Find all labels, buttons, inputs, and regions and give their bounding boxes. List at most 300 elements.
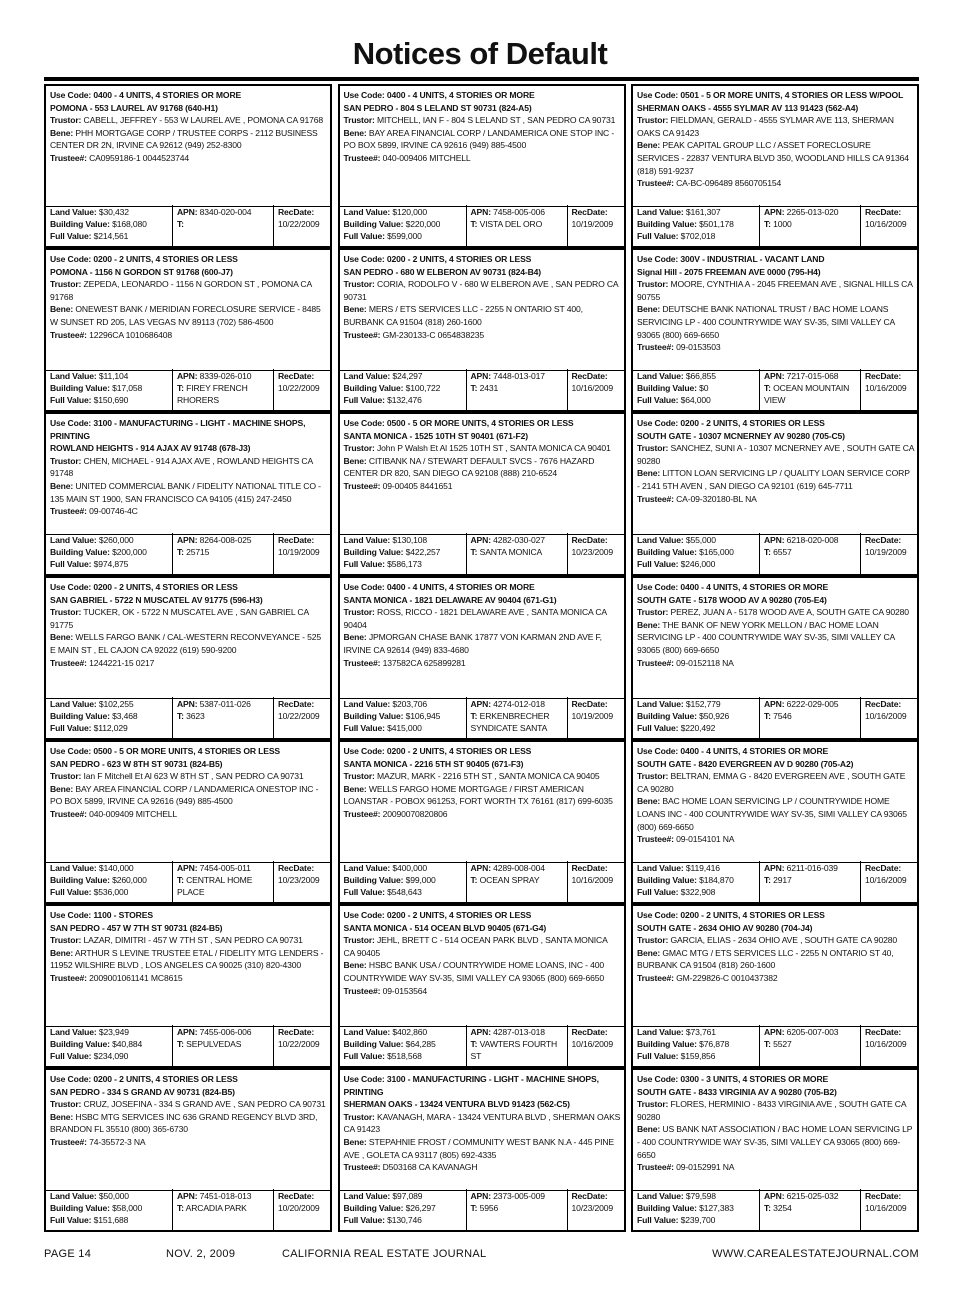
full-value bbox=[344, 394, 463, 406]
beneficiary-label: Bene: bbox=[637, 796, 661, 807]
tract-value: ERKENBRECHER SYNDICATE SANTA bbox=[470, 711, 550, 734]
tract-value: FIREY FRENCH RHORERS bbox=[177, 383, 248, 406]
recdate-column bbox=[273, 1189, 330, 1230]
full-value-label: Full Value: bbox=[50, 559, 92, 570]
full-value-value: $246,000 bbox=[680, 559, 716, 570]
recdate-label: RecDate: bbox=[865, 863, 902, 873]
land-value-value: $24,297 bbox=[392, 371, 423, 381]
land-value bbox=[637, 206, 756, 218]
apn bbox=[764, 698, 857, 710]
beneficiary-label: Bene: bbox=[637, 468, 661, 479]
full-value-label: Full Value: bbox=[343, 1215, 385, 1226]
beneficiary-label: Bene: bbox=[343, 455, 367, 466]
building-value-label: Building Value: bbox=[637, 547, 697, 558]
tract-value: 6557 bbox=[773, 547, 792, 558]
recdate-label: RecDate: bbox=[865, 371, 902, 381]
full-value-value: $586,173 bbox=[387, 559, 422, 570]
use-code: Use Code: 3100 - MANUFACTURING - LIGHT - MACHINE SHOPS, PRINTING bbox=[343, 1074, 599, 1097]
beneficiary-value: PHH MORTGAGE CORP / TRUSTEE CORPS - 2112 BUSINESS CENTER DR 2N, IRVINE CA 92612 (949) 252-8300 bbox=[50, 127, 318, 151]
notice-card bbox=[338, 576, 626, 740]
land-value-value: $66,855 bbox=[685, 371, 716, 381]
apn-label: APN: bbox=[470, 207, 491, 217]
trustee-number-label: Trustee#: bbox=[50, 506, 87, 517]
apn-column bbox=[759, 533, 860, 574]
use-code: Use Code: 0400 - 4 UNITS, 4 STORIES OR MORE bbox=[343, 582, 535, 592]
beneficiary-label: Bene: bbox=[637, 947, 661, 958]
trustee-number-value: CA-BC-096489 8560705154 bbox=[676, 178, 782, 189]
notice-card bbox=[631, 904, 919, 1068]
recdate-value: 10/16/2009 bbox=[571, 875, 614, 886]
trustor-label: Trustor: bbox=[343, 935, 375, 946]
tract-label: T: bbox=[470, 711, 478, 722]
property-address: SAN PEDRO - 804 S LELAND ST 90731 (824-A5) bbox=[343, 102, 532, 113]
land-value-label: Land Value: bbox=[343, 207, 391, 217]
value-column bbox=[340, 205, 466, 246]
tract bbox=[764, 710, 857, 722]
tract-value: 3254 bbox=[773, 1203, 792, 1214]
beneficiary bbox=[637, 303, 914, 341]
notice-details bbox=[340, 578, 624, 699]
full-value bbox=[344, 1214, 463, 1226]
apn-value: 6218-020-008 bbox=[786, 535, 839, 545]
recdate-label: RecDate: bbox=[278, 1191, 315, 1201]
recdate-value: 10/22/2009 bbox=[278, 1039, 320, 1050]
tract-label: T: bbox=[764, 383, 771, 394]
building-value-value: $100,722 bbox=[405, 383, 441, 394]
tract-value: VAWTERS FOURTH ST bbox=[470, 1039, 558, 1062]
building-value-label: Building Value: bbox=[637, 219, 697, 230]
tract bbox=[471, 1202, 564, 1214]
beneficiary-value: BAY AREA FINANCIAL CORP / LANDAMERICA ONE STOP INC - PO BOX 5899, IRVINE CA 92616 (949) 885-4500 bbox=[343, 127, 615, 151]
land-value-value: $97,089 bbox=[392, 1191, 423, 1201]
trustee-number-value: 137582CA 625899281 bbox=[382, 657, 466, 668]
tract-value: 1000 bbox=[773, 219, 792, 230]
land-value-value: $402,860 bbox=[392, 1027, 427, 1037]
recdate-column bbox=[273, 205, 330, 246]
tract-label: T: bbox=[764, 1203, 771, 1214]
beneficiary-label: Bene: bbox=[50, 947, 74, 958]
use-code: Use Code: 0500 - 5 OR MORE UNITS, 4 STORIES OR LESS bbox=[343, 418, 574, 428]
land-value bbox=[637, 698, 756, 710]
apn-value: 5387-011-026 bbox=[199, 699, 251, 709]
property-address: POMONA - 553 LAUREL AV 91768 (640-H1) bbox=[50, 102, 218, 113]
recdate-label: RecDate: bbox=[865, 1027, 902, 1037]
value-column bbox=[340, 1025, 466, 1066]
recdate-label: RecDate: bbox=[865, 535, 902, 545]
building-value-value: $106,945 bbox=[405, 711, 441, 722]
land-value bbox=[637, 370, 756, 382]
trustee-number-value: 2009001061141 MC8615 bbox=[89, 972, 183, 983]
full-value-label: Full Value: bbox=[343, 231, 385, 242]
trustor-label: Trustor: bbox=[343, 771, 375, 782]
building-value bbox=[344, 1038, 463, 1050]
land-value-value: $140,000 bbox=[98, 863, 134, 873]
apn-label: APN: bbox=[470, 1027, 491, 1037]
apn-column bbox=[172, 369, 273, 410]
land-value-value: $50,000 bbox=[98, 1191, 129, 1201]
trustor bbox=[50, 770, 327, 783]
trustee-number-value: 09-0154101 NA bbox=[676, 834, 735, 845]
full-value-label: Full Value: bbox=[50, 723, 92, 734]
apn-label: APN: bbox=[177, 371, 198, 381]
land-value-value: $55,000 bbox=[685, 535, 716, 545]
trustor bbox=[50, 114, 327, 127]
tract-value: 2917 bbox=[773, 875, 792, 886]
tract-value: SANTA MONICA bbox=[479, 547, 543, 558]
apn bbox=[471, 1026, 564, 1038]
beneficiary bbox=[637, 1123, 914, 1161]
apn-column bbox=[759, 1189, 860, 1230]
notice-card bbox=[631, 84, 919, 248]
notice-details bbox=[46, 742, 330, 863]
full-value bbox=[637, 394, 756, 406]
use-code: Use Code: 0400 - 4 UNITS, 4 STORIES OR MORE bbox=[50, 90, 242, 100]
recdate-label: RecDate: bbox=[278, 207, 315, 217]
trustor bbox=[344, 114, 621, 127]
value-column bbox=[633, 205, 759, 246]
full-value-label: Full Value: bbox=[637, 1051, 679, 1062]
full-value-value: $974,875 bbox=[93, 559, 129, 570]
property-address: SOUTH GATE - 8420 EVERGREEN AV D 90280 (705-A2) bbox=[637, 758, 854, 769]
full-value-label: Full Value: bbox=[637, 887, 679, 898]
recdate-value: 10/20/2009 bbox=[278, 1203, 320, 1214]
building-value-value: $184,870 bbox=[699, 875, 734, 886]
notice-details bbox=[340, 414, 624, 535]
tract bbox=[764, 874, 857, 886]
trustee-number bbox=[50, 972, 327, 985]
trustor-value: PEREZ, JUAN A - 5178 WOOD AVE A, SOUTH GATE CA 90280 bbox=[670, 607, 909, 618]
building-value-value: $76,878 bbox=[699, 1039, 730, 1050]
apn bbox=[177, 1190, 270, 1202]
value-table bbox=[340, 1189, 624, 1230]
apn-label: APN: bbox=[470, 1191, 491, 1201]
tract-value: 5956 bbox=[479, 1203, 499, 1214]
recdate-column bbox=[273, 533, 330, 574]
apn bbox=[471, 370, 564, 382]
trustor-value: SANCHEZ, SUNI A - 10307 MCNERNEY AVE , SOUTH GATE CA 90280 bbox=[637, 443, 914, 466]
trustee-number-label: Trustee#: bbox=[343, 1162, 381, 1173]
apn-label: APN: bbox=[470, 371, 491, 381]
full-value-value: $150,690 bbox=[93, 395, 129, 406]
apn-value: 7448-013-017 bbox=[493, 371, 545, 381]
recdate-label: RecDate: bbox=[865, 207, 902, 217]
tract bbox=[764, 1038, 857, 1050]
notice-card bbox=[44, 84, 332, 248]
tract bbox=[764, 546, 857, 558]
full-value-value: $536,000 bbox=[93, 887, 129, 898]
beneficiary-label: Bene: bbox=[637, 619, 661, 630]
tract-label: T: bbox=[470, 1203, 478, 1214]
recdate-value: 10/19/2009 bbox=[865, 547, 907, 558]
trustor-value: TUCKER, OK - 5722 N MUSCATEL AVE , SAN GABRIEL CA 91775 bbox=[50, 607, 309, 630]
trustee-number bbox=[344, 1161, 621, 1174]
full-value-value: $322,908 bbox=[680, 887, 716, 898]
trustee-number-label: Trustee#: bbox=[637, 972, 674, 983]
land-value-label: Land Value: bbox=[637, 863, 684, 873]
beneficiary bbox=[50, 127, 327, 152]
full-value-value: $220,492 bbox=[680, 723, 716, 734]
land-value-label: Land Value: bbox=[637, 1191, 684, 1201]
apn-column bbox=[466, 205, 567, 246]
building-value-label: Building Value: bbox=[637, 1039, 697, 1050]
trustor-label: Trustor: bbox=[637, 443, 669, 454]
beneficiary-value: CITIBANK NA / STEWART DEFAULT SVCS - 7676 HAZARD CENTER DR 820, SAN DIEGO CA 92108 (888) 210-6524 bbox=[343, 455, 595, 479]
full-value-label: Full Value: bbox=[637, 395, 679, 406]
full-value-value: $132,476 bbox=[387, 395, 422, 406]
beneficiary-label: Bene: bbox=[50, 783, 74, 794]
trustor bbox=[637, 1098, 914, 1123]
building-value bbox=[50, 218, 169, 230]
beneficiary bbox=[344, 127, 621, 152]
trustee-number bbox=[344, 808, 621, 821]
apn-column bbox=[466, 1189, 567, 1230]
trustor-label: Trustor: bbox=[637, 935, 669, 946]
notice-details bbox=[340, 250, 624, 371]
trustee-number-value: GM-229826-C 0010437382 bbox=[676, 972, 778, 983]
trustor-label: Trustor: bbox=[50, 279, 82, 290]
trustor bbox=[50, 278, 327, 303]
land-value-label: Land Value: bbox=[343, 863, 391, 873]
building-value-value: $58,000 bbox=[112, 1203, 143, 1214]
apn-label: APN: bbox=[764, 1027, 785, 1037]
trustor-label: Trustor: bbox=[343, 1111, 375, 1122]
recdate-column bbox=[860, 205, 917, 246]
beneficiary-label: Bene: bbox=[637, 304, 661, 315]
apn-label: APN: bbox=[470, 863, 491, 873]
land-value-value: $11,104 bbox=[98, 371, 129, 381]
trustor-value: KAVANAGH, MARA - 13424 VENTURA BLVD , SHERMAN OAKS CA 91423 bbox=[343, 1111, 621, 1135]
building-value-label: Building Value: bbox=[637, 875, 697, 886]
building-value-label: Building Value: bbox=[343, 219, 404, 230]
tract-label: T: bbox=[470, 1039, 478, 1050]
full-value-label: Full Value: bbox=[343, 887, 385, 898]
tract-label: T: bbox=[764, 547, 771, 558]
value-column bbox=[46, 205, 172, 246]
recdate-value: 10/16/2009 bbox=[571, 383, 614, 394]
value-column bbox=[46, 533, 172, 574]
trustor bbox=[637, 606, 914, 619]
value-column bbox=[340, 533, 466, 574]
value-table bbox=[633, 861, 917, 902]
building-value bbox=[344, 874, 463, 886]
value-table bbox=[46, 533, 330, 574]
trustor-label: Trustor: bbox=[343, 279, 375, 290]
apn-value: 6205-007-003 bbox=[786, 1027, 839, 1037]
full-value-label: Full Value: bbox=[50, 1051, 92, 1062]
trustor-label: Trustor: bbox=[637, 115, 669, 126]
tract-label: T: bbox=[764, 875, 771, 886]
full-value-value: $599,000 bbox=[387, 231, 422, 242]
apn bbox=[177, 370, 270, 382]
beneficiary-label: Bene: bbox=[637, 1124, 661, 1135]
recdate-column bbox=[567, 369, 624, 410]
trustee-number-value: D503168 CA KAVANAGH bbox=[382, 1162, 478, 1173]
land-value-label: Land Value: bbox=[50, 1027, 97, 1037]
value-column bbox=[340, 1189, 466, 1230]
recdate-label: RecDate: bbox=[865, 1191, 902, 1201]
use-code: Use Code: 3100 - MANUFACTURING - LIGHT - MACHINE SHOPS, PRINTING bbox=[50, 418, 306, 441]
land-value bbox=[344, 862, 463, 874]
notice-card bbox=[44, 576, 332, 740]
building-value-value: $99,000 bbox=[405, 875, 436, 886]
tract bbox=[177, 874, 270, 898]
full-value-value: $130,746 bbox=[387, 1215, 422, 1226]
recdate-column bbox=[860, 1189, 917, 1230]
recdate-column bbox=[567, 861, 624, 902]
full-value-label: Full Value: bbox=[50, 887, 92, 898]
tract bbox=[471, 874, 564, 886]
property-address: SOUTH GATE - 5178 WOOD AV A 90280 (705-E4) bbox=[637, 594, 827, 605]
notice-details bbox=[46, 1070, 330, 1191]
notice-card bbox=[44, 412, 332, 576]
recdate-value: 10/16/2009 bbox=[865, 219, 907, 230]
land-value-value: $152,779 bbox=[685, 699, 721, 709]
trustee-number-label: Trustee#: bbox=[343, 480, 381, 491]
building-value-label: Building Value: bbox=[637, 383, 697, 394]
full-value-value: $239,700 bbox=[680, 1215, 716, 1226]
apn-label: APN: bbox=[764, 207, 785, 217]
beneficiary-value: DEUTSCHE BANK NATIONAL TRUST / BAC HOME LOANS SERVICING LP - 400 COUNTRYWIDE WAY SV-35, SIMI VALLEY CA 93065 (800) 669-6650 bbox=[637, 304, 895, 340]
land-value bbox=[50, 534, 169, 546]
footer-website[interactable]: WWW.CAREALESTATEJOURNAL.COM bbox=[712, 1248, 919, 1260]
tract-label: T: bbox=[177, 547, 184, 558]
building-value-value: $220,000 bbox=[405, 219, 441, 230]
apn-value: 8339-026-010 bbox=[199, 371, 252, 381]
beneficiary bbox=[344, 455, 621, 480]
trustor-value: BELTRAN, EMMA G - 8420 EVERGREEN AVE , SOUTH GATE CA 90280 bbox=[637, 771, 906, 794]
apn-value: 4274-012-018 bbox=[493, 699, 545, 709]
tract-value: ARCADIA PARK bbox=[185, 1203, 247, 1214]
trustor bbox=[344, 442, 621, 455]
use-code: Use Code: 0501 - 5 OR MORE UNITS, 4 STORIES OR LESS W/POOL bbox=[637, 90, 904, 100]
apn bbox=[471, 698, 564, 710]
beneficiary-value: MERS / ETS SERVICES LLC - 2255 N ONTARIO ST 400, BURBANK CA 91504 (818) 260-1600 bbox=[343, 304, 583, 327]
apn-value: 4287-013-018 bbox=[493, 1027, 545, 1037]
property-address: Signal Hill - 2075 FREEMAN AVE 0000 (795-H4) bbox=[637, 266, 821, 277]
land-value-value: $79,598 bbox=[685, 1191, 716, 1201]
trustor bbox=[344, 934, 621, 959]
recdate-value: 10/19/2009 bbox=[571, 219, 614, 230]
full-value bbox=[344, 722, 463, 734]
trustor-value: CORIA, RODOLFO V - 680 W ELBERON AVE , SAN PEDRO CA 90731 bbox=[343, 279, 619, 302]
notice-details bbox=[633, 906, 917, 1027]
recdate-value: 10/23/2009 bbox=[571, 1203, 614, 1214]
trustee-number bbox=[344, 480, 621, 493]
trustee-number-value: 09-00405 8441651 bbox=[382, 480, 453, 491]
building-value-value: $168,080 bbox=[112, 219, 147, 230]
land-value-label: Land Value: bbox=[343, 1191, 391, 1201]
notice-card bbox=[631, 412, 919, 576]
tract bbox=[471, 710, 564, 734]
land-value-value: $161,307 bbox=[685, 207, 721, 217]
beneficiary bbox=[344, 959, 621, 984]
building-value bbox=[637, 874, 756, 886]
tract bbox=[177, 382, 270, 406]
full-value-label: Full Value: bbox=[637, 559, 679, 570]
value-column bbox=[633, 697, 759, 738]
trustor-label: Trustor: bbox=[343, 115, 375, 126]
value-column bbox=[633, 1189, 759, 1230]
land-value-value: $203,706 bbox=[392, 699, 427, 709]
beneficiary bbox=[50, 947, 327, 972]
apn-column bbox=[466, 369, 567, 410]
use-code: Use Code: 0400 - 4 UNITS, 4 STORIES OR MORE bbox=[637, 746, 829, 756]
land-value-label: Land Value: bbox=[343, 371, 391, 381]
recdate-column bbox=[567, 533, 624, 574]
tract bbox=[764, 1202, 857, 1214]
trustee-number-value: 09-0152118 NA bbox=[676, 657, 734, 668]
land-value-value: $260,000 bbox=[98, 535, 134, 545]
tract-value: CENTRAL HOME PLACE bbox=[177, 875, 253, 898]
land-value-value: $102,255 bbox=[98, 699, 134, 709]
land-value-label: Land Value: bbox=[343, 1027, 391, 1037]
apn bbox=[764, 370, 857, 382]
beneficiary-value: GMAC MTG / ETS SERVICES LLC - 2255 N ONTARIO ST 40, BURBANK CA 91504 (818) 260-1600 bbox=[637, 947, 894, 971]
value-table bbox=[46, 1025, 330, 1066]
full-value-label: Full Value: bbox=[50, 231, 92, 242]
property-address: SANTA MONICA - 514 OCEAN BLVD 90405 (671-G4) bbox=[343, 922, 547, 933]
trustee-number bbox=[50, 657, 327, 670]
property-address: SHERMAN OAKS - 4555 SYLMAR AV 113 91423 (562-A4) bbox=[637, 102, 859, 113]
use-code: Use Code: 0200 - 2 UNITS, 4 STORIES OR LESS bbox=[637, 418, 825, 428]
trustor bbox=[344, 1111, 621, 1136]
trustee-number-value: 040-009409 MITCHELL bbox=[89, 808, 178, 819]
apn bbox=[471, 206, 564, 218]
trustee-number-label: Trustee#: bbox=[637, 657, 674, 668]
land-value-label: Land Value: bbox=[50, 1191, 97, 1201]
value-table bbox=[633, 533, 917, 574]
full-value-label: Full Value: bbox=[343, 395, 385, 406]
building-value bbox=[344, 218, 463, 230]
trustee-number-value: 09-0152991 NA bbox=[676, 1162, 735, 1173]
full-value bbox=[637, 722, 756, 734]
apn-column bbox=[172, 533, 273, 574]
tract bbox=[177, 218, 270, 230]
recdate-value: 10/16/2009 bbox=[865, 711, 907, 722]
recdate-value: 10/22/2009 bbox=[278, 383, 320, 394]
apn-column bbox=[466, 533, 567, 574]
notice-details bbox=[340, 86, 624, 207]
value-table bbox=[340, 1025, 624, 1066]
notice-card bbox=[338, 412, 626, 576]
recdate-value: 10/16/2009 bbox=[571, 1039, 614, 1050]
value-table bbox=[46, 697, 330, 738]
land-value-value: $30,432 bbox=[98, 207, 129, 217]
land-value-label: Land Value: bbox=[50, 863, 97, 873]
recdate-value: 10/16/2009 bbox=[865, 1203, 907, 1214]
building-value-label: Building Value: bbox=[50, 1203, 110, 1214]
apn-label: APN: bbox=[470, 699, 491, 709]
tract bbox=[177, 546, 270, 558]
building-value-label: Building Value: bbox=[343, 383, 404, 394]
land-value-label: Land Value: bbox=[637, 371, 684, 381]
beneficiary bbox=[50, 631, 327, 656]
building-value bbox=[50, 382, 169, 394]
apn-column bbox=[466, 861, 567, 902]
building-value-label: Building Value: bbox=[50, 1039, 110, 1050]
trustee-number-label: Trustee#: bbox=[343, 152, 381, 163]
beneficiary bbox=[50, 1111, 327, 1136]
beneficiary bbox=[637, 139, 914, 177]
trustee-number bbox=[50, 505, 327, 518]
land-value bbox=[50, 370, 169, 382]
land-value bbox=[344, 534, 463, 546]
building-value bbox=[637, 710, 756, 722]
beneficiary bbox=[637, 947, 914, 972]
value-table bbox=[46, 1189, 330, 1230]
notices-grid bbox=[44, 84, 919, 1232]
land-value bbox=[344, 698, 463, 710]
